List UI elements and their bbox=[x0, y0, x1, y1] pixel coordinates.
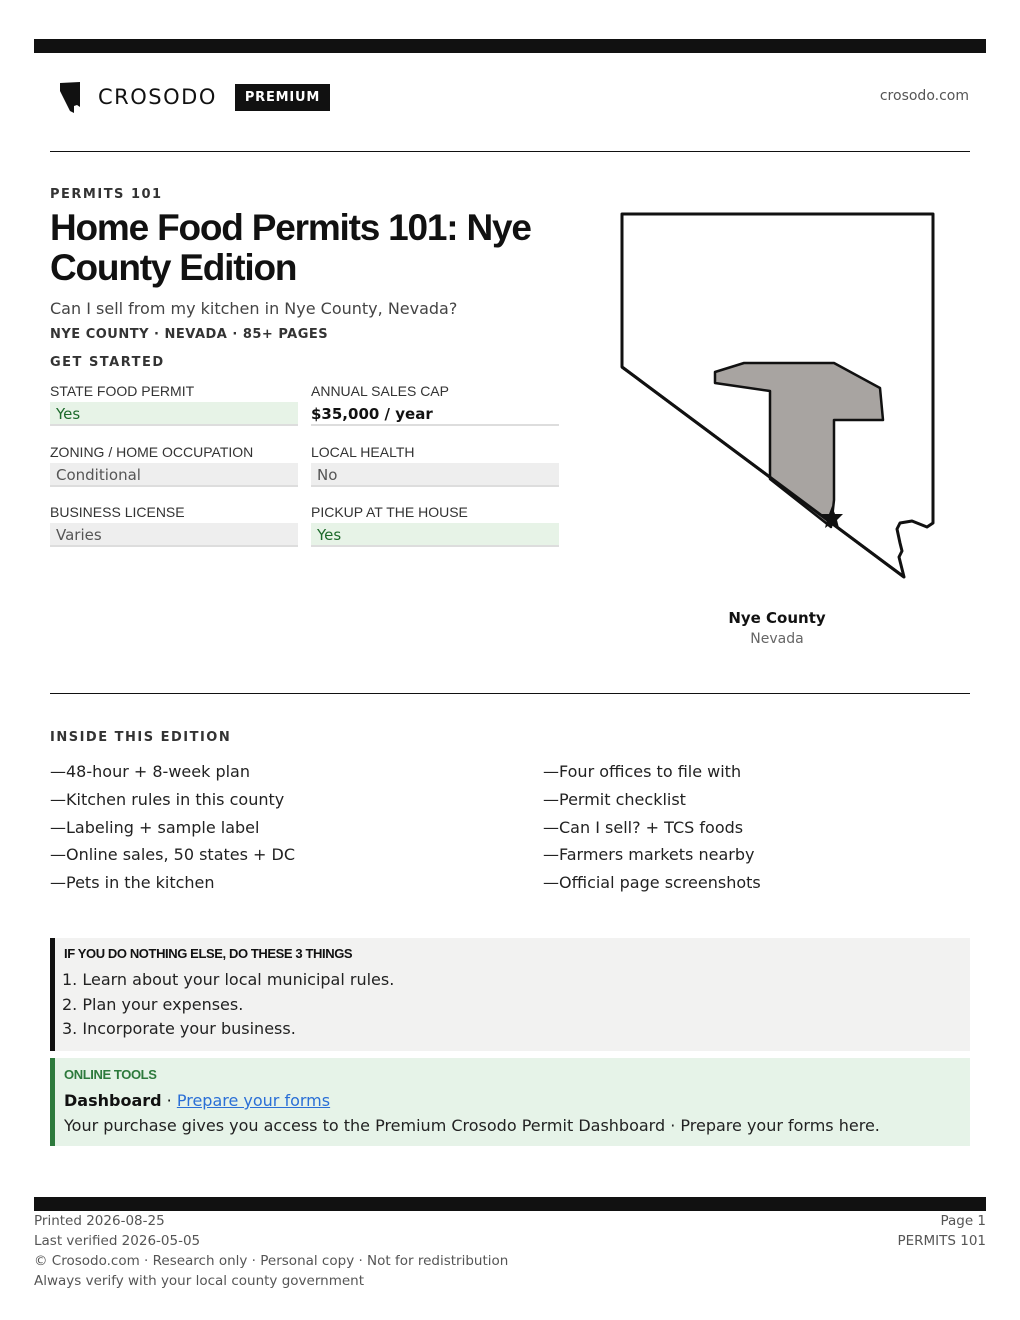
fact-label: STATE FOOD PERMIT bbox=[50, 383, 195, 399]
header-divider bbox=[50, 151, 970, 152]
fact-label: BUSINESS LICENSE bbox=[50, 504, 185, 520]
inside-heading: INSIDE THIS EDITION bbox=[50, 730, 232, 745]
page-number: Page 1 bbox=[940, 1213, 986, 1229]
list-item: — Pets in the kitchen bbox=[50, 869, 295, 897]
separator: · bbox=[161, 1091, 177, 1110]
premium-badge: PREMIUM bbox=[235, 84, 330, 111]
page-subtitle: Can I sell from my kitchen in Nye County, Nevada? bbox=[50, 299, 458, 318]
callout-item: 3. Incorporate your business. bbox=[62, 1019, 296, 1038]
section-kicker: PERMITS 101 bbox=[50, 187, 163, 202]
fact-value: No bbox=[311, 463, 559, 487]
callout-item: 1. Learn about your local municipal rules. bbox=[62, 970, 395, 989]
callout-heading: ONLINE TOOLS bbox=[64, 1067, 157, 1082]
page-meta: NYE COUNTY · NEVADA · 85+ PAGES bbox=[50, 327, 329, 342]
list-item: — Can I sell? + TCS foods bbox=[543, 814, 761, 842]
printed-date: Printed 2026-08-25 bbox=[34, 1213, 165, 1229]
list-item: — Online sales, 50 states + DC bbox=[50, 841, 295, 869]
contents-list-left bbox=[50, 758, 295, 897]
top-bar bbox=[34, 39, 986, 53]
list-item: — Four offices to file with bbox=[543, 758, 761, 786]
list-item: — 48-hour + 8-week plan bbox=[50, 758, 295, 786]
fact-label: ZONING / HOME OCCUPATION bbox=[50, 444, 254, 460]
brand[interactable] bbox=[58, 80, 330, 114]
verified-date: Last verified 2026-05-05 bbox=[34, 1233, 201, 1249]
fact-local-health bbox=[311, 443, 559, 495]
fact-zoning bbox=[50, 443, 298, 495]
prepare-forms-link[interactable]: Prepare your forms bbox=[176, 1091, 331, 1110]
fact-business-license bbox=[50, 503, 298, 555]
page-title: Home Food Permits 101: Nye County Edition bbox=[50, 207, 531, 288]
footer-section: PERMITS 101 bbox=[897, 1233, 986, 1249]
callout-heading: IF YOU DO NOTHING ELSE, DO THESE 3 THINGS bbox=[64, 946, 353, 961]
section-divider bbox=[50, 693, 970, 694]
footer-left bbox=[34, 1211, 508, 1291]
fact-value: $35,000 / year bbox=[311, 402, 559, 426]
fact-value: Conditional bbox=[50, 463, 298, 487]
copyright: © Crosodo.com · Research only · Personal copy · Not for redistribution bbox=[34, 1253, 509, 1269]
list-item: — Farmers markets nearby bbox=[543, 841, 761, 869]
dashboard-label: Dashboard bbox=[64, 1091, 162, 1110]
fact-value: Yes bbox=[311, 523, 559, 547]
online-tools-callout bbox=[50, 1058, 970, 1146]
fact-label: LOCAL HEALTH bbox=[311, 444, 415, 460]
fact-label: ANNUAL SALES CAP bbox=[311, 383, 449, 399]
footer-right bbox=[897, 1211, 986, 1251]
dashboard-description: Your purchase gives you access to the Premium Crosodo Permit Dashboard · Prepare your forms here. bbox=[64, 1116, 880, 1135]
site-url[interactable]: crosodo.com bbox=[879, 88, 969, 104]
three-things-callout bbox=[50, 938, 970, 1051]
fact-pickup bbox=[311, 503, 559, 555]
fact-annual-sales-cap bbox=[311, 382, 559, 434]
contents-list-right bbox=[543, 758, 761, 897]
disclaimer: Always verify with your local county government bbox=[34, 1273, 364, 1289]
map-caption-county: Nye County bbox=[728, 609, 826, 627]
nevada-shape-icon bbox=[58, 80, 82, 114]
map-caption-state: Nevada bbox=[750, 631, 804, 647]
list-item: — Labeling + sample label bbox=[50, 814, 295, 842]
footer-bar bbox=[34, 1197, 986, 1211]
list-item: — Kitchen rules in this county bbox=[50, 786, 295, 814]
callout-item: 2. Plan your expenses. bbox=[62, 995, 244, 1014]
nevada-map bbox=[612, 205, 944, 585]
list-item: — Permit checklist bbox=[543, 786, 761, 814]
fact-value: Yes bbox=[50, 402, 298, 426]
get-started-heading: GET STARTED bbox=[50, 355, 165, 370]
fact-label: PICKUP AT THE HOUSE bbox=[311, 504, 468, 520]
brand-name: CROSODO bbox=[98, 85, 217, 109]
dashboard-line bbox=[64, 1091, 330, 1110]
fact-state-food-permit bbox=[50, 382, 298, 434]
list-item: — Official page screenshots bbox=[543, 869, 761, 897]
fact-value: Varies bbox=[50, 523, 298, 547]
